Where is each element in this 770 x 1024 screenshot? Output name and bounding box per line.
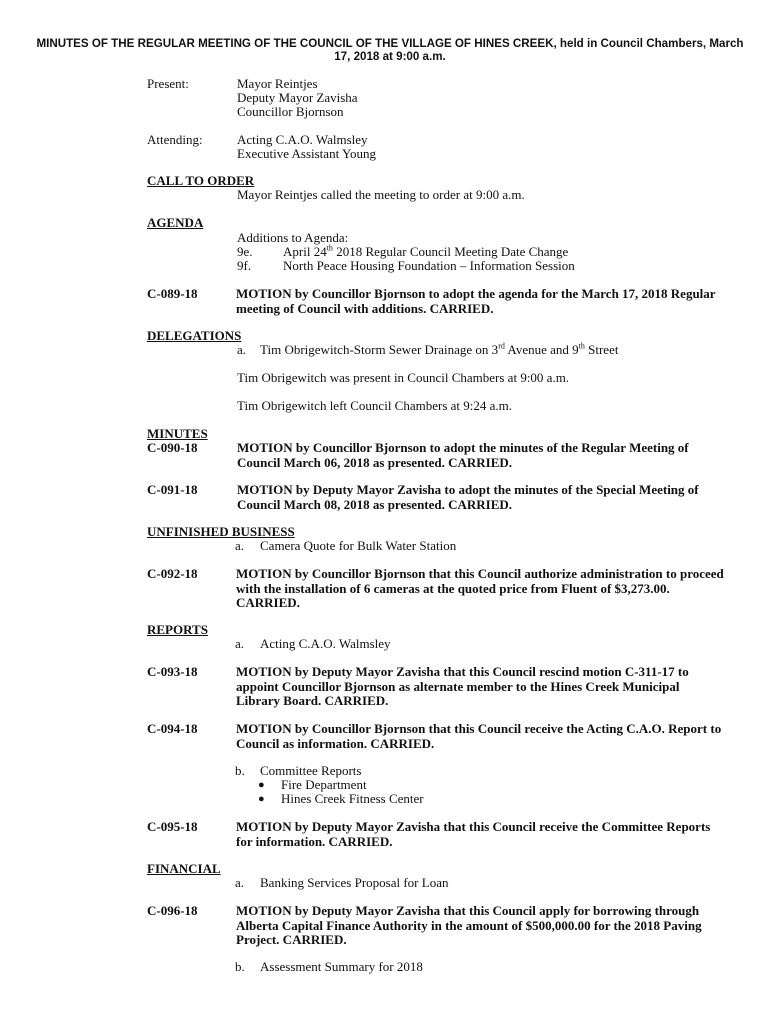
present-name: Deputy Mayor Zavisha	[237, 90, 358, 105]
report-item-number: b.	[235, 763, 245, 778]
bullet-item: Hines Creek Fitness Center	[281, 791, 424, 806]
delegation-item-number: a.	[237, 342, 247, 357]
motion-id: C-093-18	[147, 664, 198, 679]
motion-text: MOTION by Deputy Mayor Zavisha to adopt the minutes of the Special Meeting of Council March 08, 2018 as presented. CARRIED.	[237, 482, 699, 512]
section-heading-delegations: DELEGATIONS	[147, 328, 242, 343]
motion-text: MOTION by Councillor Bjornson to adopt the agenda for the March 17, 2018 Regular meeting of Council with additions. CARRIED.	[236, 286, 716, 316]
bullet-icon: ●	[258, 793, 265, 805]
agenda-item-text: April 24th 2018 Regular Council Meeting Date Change	[283, 243, 569, 259]
section-heading-minutes: MINUTES	[147, 426, 208, 441]
delegation-present-text: Tim Obrigewitch was present in Council Chambers at 9:00 a.m.	[237, 370, 570, 385]
motion-text: MOTION by Deputy Mayor Zavisha that this Council receive the Committee Reports for information. CARRIED.	[236, 819, 711, 849]
motion-id: C-090-18	[147, 440, 198, 455]
motion-id: C-094-18	[147, 721, 198, 736]
section-heading-financial: FINANCIAL	[147, 861, 221, 876]
delegation-left-text: Tim Obrigewitch left Council Chambers at 9:24 a.m.	[237, 398, 513, 413]
bullet-item: Fire Department	[281, 777, 367, 792]
motion-text: MOTION by Deputy Mayor Zavisha that this Council rescind motion C-311-17 to appoint Councillor Bjornson as alternate member to the Hines Creek Municipal Library Board. CARRIED.	[236, 664, 689, 708]
motion-text: MOTION by Deputy Mayor Zavisha that this Council apply for borrowing through Alberta Capital Finance Authority in the amount of $500,000.00 for the 2018 Paving Project. CARRIED.	[236, 903, 702, 947]
present-name: Mayor Reintjes	[237, 76, 318, 91]
motion-id: C-095-18	[147, 819, 198, 834]
report-item-number: a.	[235, 636, 245, 651]
motion-text: MOTION by Councillor Bjornson to adopt the minutes of the Regular Meeting of Council March 06, 2018 as presented. CARRIED.	[237, 440, 689, 470]
agenda-item-number: 9f.	[237, 258, 252, 273]
section-heading-agenda: AGENDA	[147, 215, 204, 230]
attending-label: Attending:	[147, 132, 203, 147]
document-title: MINUTES OF THE REGULAR MEETING OF THE COUNCIL OF THE VILLAGE OF HINES CREEK, held in Council Chambers, March 17, 2018 at 9:00 a.m.	[36, 37, 744, 63]
attending-name: Acting C.A.O. Walmsley	[237, 132, 368, 147]
call-to-order-text: Mayor Reintjes called the meeting to order at 9:00 a.m.	[237, 187, 525, 202]
section-heading-unfinished-business: UNFINISHED BUSINESS	[147, 524, 295, 539]
present-label: Present:	[147, 76, 189, 91]
financial-item-text: Assessment Summary for 2018	[260, 959, 423, 974]
attending-name: Executive Assistant Young	[237, 146, 377, 161]
financial-item-number: a.	[235, 875, 245, 890]
section-heading-reports: REPORTS	[147, 622, 208, 637]
present-name: Councillor Bjornson	[237, 104, 344, 119]
agenda-item-text: North Peace Housing Foundation – Information Session	[283, 258, 575, 273]
agenda-item-number: 9e.	[237, 244, 253, 259]
financial-item-number: b.	[235, 959, 245, 974]
motion-id: C-096-18	[147, 903, 198, 918]
report-item-text: Committee Reports	[260, 763, 362, 778]
unfinished-item-text: Camera Quote for Bulk Water Station	[260, 538, 457, 553]
motion-id: C-091-18	[147, 482, 198, 497]
unfinished-item-number: a.	[235, 538, 245, 553]
financial-item-text: Banking Services Proposal for Loan	[260, 875, 449, 890]
motion-text: MOTION by Councillor Bjornson that this Council receive the Acting C.A.O. Report to Council as information. CARRIED.	[236, 721, 722, 751]
report-item-text: Acting C.A.O. Walmsley	[260, 636, 391, 651]
motion-id: C-092-18	[147, 566, 198, 581]
motion-text: MOTION by Councillor Bjornson that this Council authorize administration to proceed with the installation of 6 cameras at the quoted price from Fluent of $3,273.00. CARRIED.	[236, 566, 724, 610]
section-heading-call-to-order: CALL TO ORDER	[147, 173, 255, 188]
motion-id: C-089-18	[147, 286, 198, 301]
agenda-additions-label: Additions to Agenda:	[237, 230, 349, 245]
bullet-icon: ●	[258, 779, 265, 791]
delegation-item-text: Tim Obrigewitch-Storm Sewer Drainage on 3rd Avenue and 9th Street	[260, 341, 619, 357]
